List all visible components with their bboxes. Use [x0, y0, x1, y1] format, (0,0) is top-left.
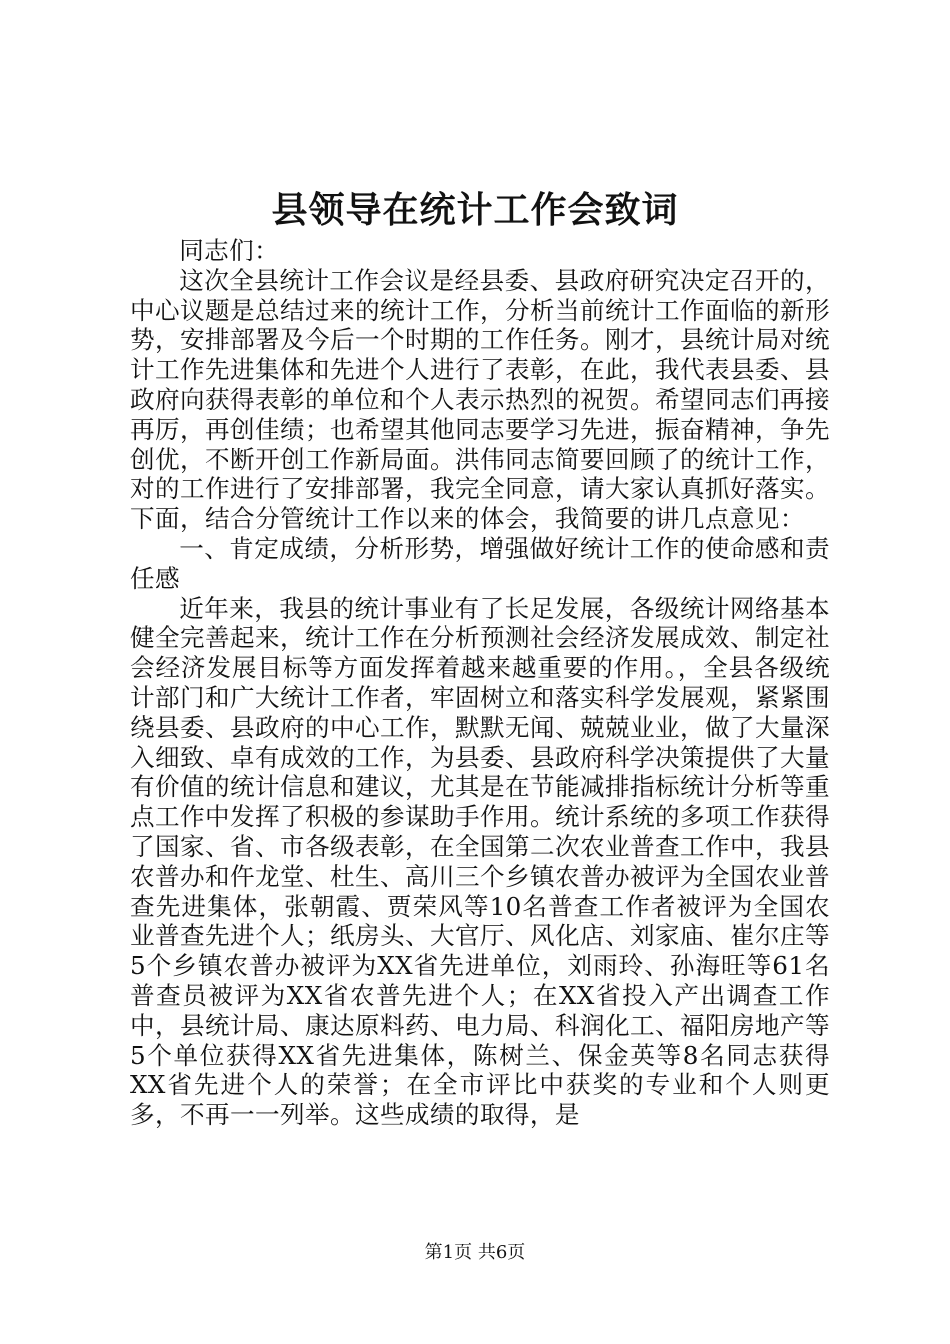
- body-paragraph: 这次全县统计工作会议是经县委、县政府研究决定召开的，中心议题是总结过来的统计工作，分析当前统计工作面临的新形势，安排部署及今后一个时期的工作任务。刚才，县统计局对统计工作先进集体和先进个人进行了表彰，在此，我代表县委、县政府向获得表彰的单位和个人表示热烈的祝贺。希望同志们再接再厉，再创佳绩；也希望其他同志要学习先进，振奋精神，争先创优，不断开创工作新局面。洪伟同志简要回顾了的统计工作，对的工作进行了安排部署，我完全同意，请大家认真抓好落实。下面，结合分管统计工作以来的体会，我简要的讲几点意见：: [130, 265, 830, 534]
- salutation: 同志们：: [179, 236, 280, 265]
- section-heading: 一、肯定成绩，分析形势，增强做好统计工作的使命感和责任感: [130, 533, 830, 593]
- document-body: [130, 236, 830, 1130]
- document-title: 县领导在统计工作会致词: [271, 189, 679, 231]
- page-number: 第1页 共6页: [424, 1242, 526, 1263]
- body-paragraph: 近年来，我县的统计事业有了长足发展，各级统计网络基本健全完善起来，统计工作在分析预测社会经济发展成效、制定社会经济发展目标等方面发挥着越来越重要的作用。，全县各级统计部门和广大统计工作者，牢固树立和落实科学发展观，紧紧围绕县委、县政府的中心工作，默默无闻、兢兢业业，做了大量深入细致、卓有成效的工作，为县委、县政府科学决策提供了大量有价值的统计信息和建议，尤其是在节能减排指标统计分析等重点工作中发挥了积极的参谋助手作用。统计系统的多项工作获得了国家、省、市各级表彰，在全国第二次农业普查工作中，我县农普办和仵龙堂、杜生、高川三个乡镇农普办被评为全国农业普查先进集体，张朝霞、贾荣风等10名普查工作者被评为全国农业普查先进个人；纸房头、大官厅、风化店、刘家庙、崔尔庄等5个乡镇农普办被评为XX省先进单位，刘雨玲、孙海旺等61名普查员被评为XX省农普先进个人；在XX省投入产出调查工作中，县统计局、康达原料药、电力局、科润化工、福阳房地产等5个单位获得XX省先进集体，陈树兰、保金英等8名同志获得XX省先进个人的荣誉；在全市评比中获奖的专业和个人则更多，不再一一列举。这些成绩的取得，是: [130, 593, 830, 1130]
